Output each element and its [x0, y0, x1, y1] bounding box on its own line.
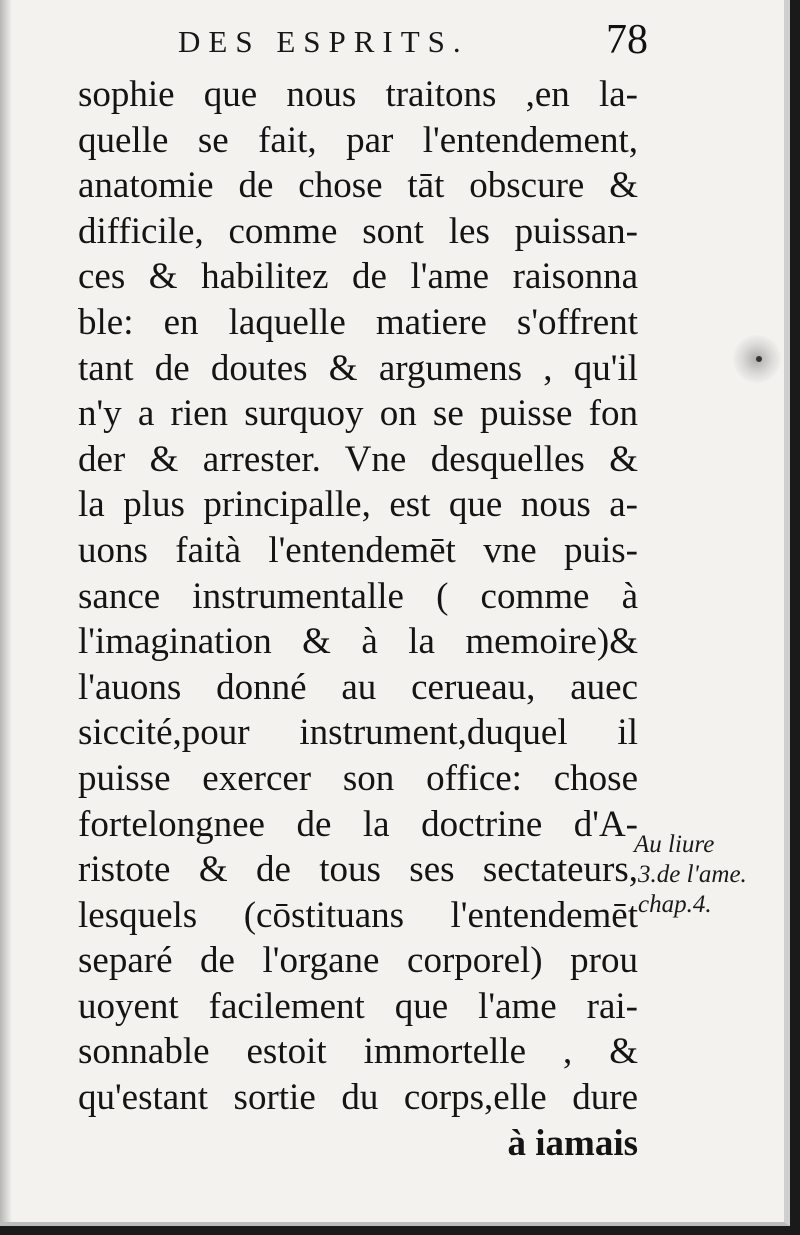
text-line: separé de l'organe corporel) prou: [78, 940, 638, 982]
text-line: qu'estant sortie du corps,elle dure: [78, 1077, 638, 1119]
marginal-note: [634, 830, 747, 920]
marginal-note-line: chap.4.: [638, 891, 712, 918]
text-line: n'y a rien surquoy on se puisse fon: [78, 393, 638, 435]
text-line: uoyent facilement que l'ame rai-: [78, 985, 638, 1027]
text-line: sance instrumentalle ( comme à: [78, 575, 638, 617]
running-title: DES ESPRITS.: [178, 24, 469, 59]
catchword-line: à iamais: [507, 1122, 638, 1164]
text-line: der & arrester. Vne desquelles &: [78, 438, 638, 480]
text-line: la plus principalle, est que nous a-: [78, 484, 638, 526]
text-line: l'imagination & à la memoire)&: [78, 621, 638, 663]
page-gutter-shadow: [0, 0, 12, 1222]
text-line: fortelongnee de la doctrine d'A-: [78, 803, 638, 845]
marginal-note-line: 3.de l'ame.: [638, 861, 747, 888]
marginal-note-line: Au liure: [634, 831, 715, 858]
text-line: ces & habilitez de l'ame raisonna: [78, 256, 638, 298]
ink-spot: [756, 356, 762, 362]
text-line: ristote & de tous ses sectateurs,: [78, 849, 638, 891]
page-number: 78: [606, 17, 648, 63]
text-line: tant de doutes & argumens , qu'il: [78, 347, 638, 389]
text-line: anatomie de chose tāt obscure &: [78, 165, 638, 207]
text-line: sonnable estoit immortelle , &: [78, 1031, 638, 1073]
text-line: lesquels (cōstituans l'entendemēt: [78, 894, 638, 936]
text-line: puisse exercer son office: chose: [78, 757, 638, 799]
text-line: uons faità l'entendemēt vne puis-: [78, 529, 638, 571]
text-line: quelle se fait, par l'entendement,: [78, 119, 638, 161]
text-line: difficile, comme sont les puissan-: [78, 210, 638, 252]
text-line: ble: en laquelle matiere s'offrent: [78, 301, 638, 343]
body-text: [78, 72, 638, 1166]
text-line: l'auons donné au cerueau, auec: [78, 666, 638, 708]
text-line: sophie que nous traitons ,en la-: [78, 74, 638, 115]
text-line: siccité,pour instrument,duquel il: [78, 712, 638, 754]
